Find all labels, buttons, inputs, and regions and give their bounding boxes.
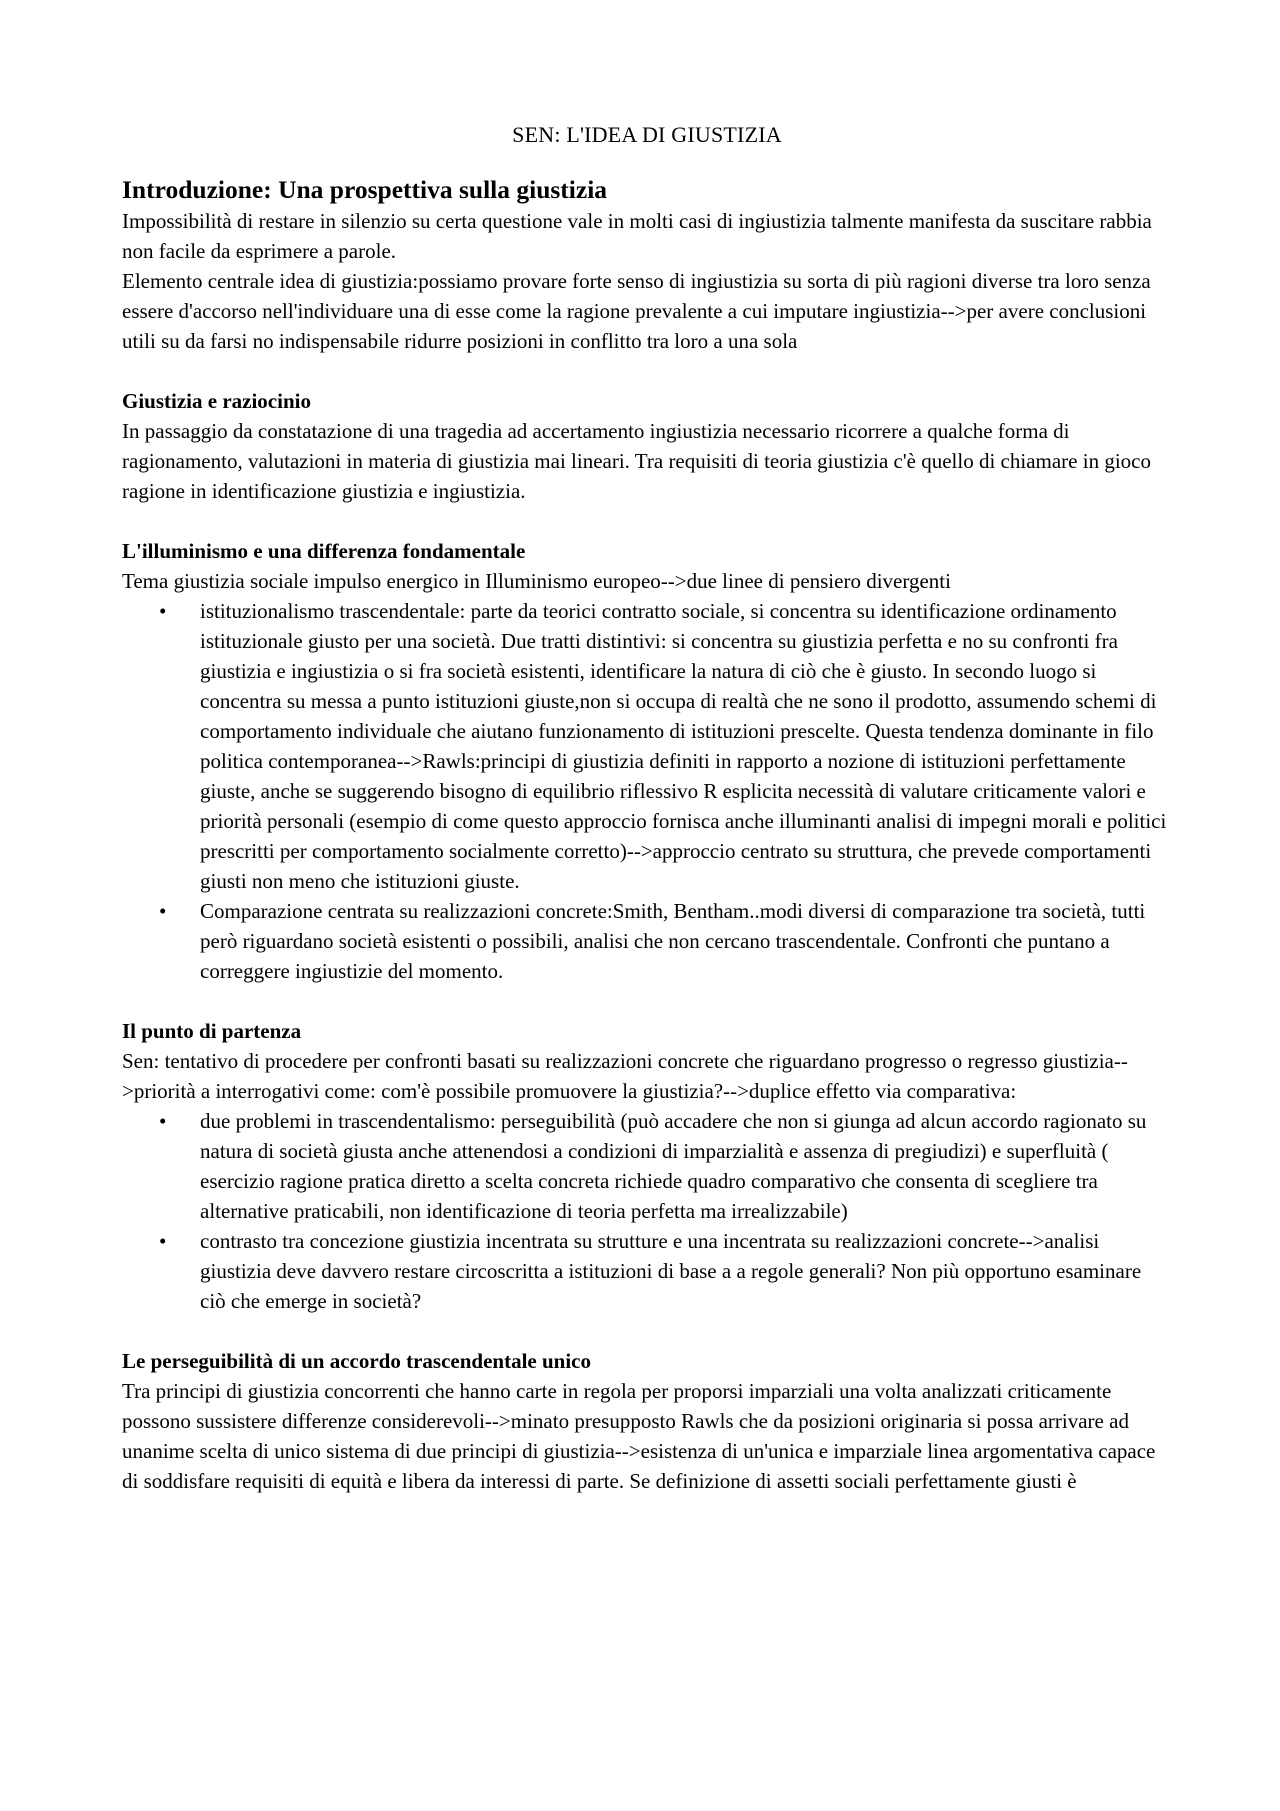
bullet-list xyxy=(122,596,1172,986)
bullet-icon: • xyxy=(159,599,167,623)
section-heading: L'illuminismo e una differenza fondamentale xyxy=(122,539,526,563)
bullet-icon: • xyxy=(159,1229,167,1253)
document-title: SEN: L'IDEA DI GIUSTIZIA xyxy=(512,122,782,147)
list-item-text: contrasto tra concezione giustizia incentrata su strutture e una incentrata su realizzazioni concrete-->analisi giustizia deve davvero restare circoscritta a istituzioni di base a a regole generali? Non più opportuno esaminare ciò che emerge in società? xyxy=(200,1229,1142,1313)
paragraph-spacer xyxy=(122,356,1172,386)
section-punto-di-partenza xyxy=(122,1016,1172,1316)
section-introduzione xyxy=(122,174,1172,356)
document-page xyxy=(122,120,1172,1496)
section-perseguibilita xyxy=(122,1346,1172,1496)
section-heading: Il punto di partenza xyxy=(122,1019,302,1043)
section-illuminismo xyxy=(122,536,1172,986)
paragraph-spacer xyxy=(122,1316,1172,1346)
list-item-text: Comparazione centrata su realizzazioni concrete:Smith, Bentham..modi diversi di comparazione tra società, tutti però riguardano società esistenti o possibili, analisi che non cercano trascendentale. Confronti che puntano a correggere ingiustizie del momento. xyxy=(200,899,1146,983)
paragraph: Tra principi di giustizia concorrenti che hanno carte in regola per proporsi imparziali una volta analizzati criticamente possono sussistere differenze considerevoli-->minato presupposto Rawls che da posizioni originaria si possa arrivare ad unanime scelta di unico sistema di due principi di giustizia-->esistenza di un'unica e imparziale linea argomentativa capace di soddisfare requisiti di equità e libera da interessi di parte. Se definizione di assetti sociali perfettamente giusti è xyxy=(122,1379,1156,1493)
bullet-icon: • xyxy=(159,1109,167,1133)
list-item-text: due problemi in trascendentalismo: perseguibilità (può accadere che non si giunga ad alcun accordo ragionato su natura di società giusta anche attenendosi a condizioni di imparzialità e assenza di pregiudizi) e superfluità ( esercizio ragione pratica diretto a scelta concreta richiede quadro comparativo che consenta di scegliere tra alternative praticabili, non identificazione di teoria perfetta ma irrealizzabile) xyxy=(200,1109,1147,1223)
paragraph: Tema giustizia sociale impulso energico in Illuminismo europeo-->due linee di pensiero divergenti xyxy=(122,569,951,593)
bullet-icon: • xyxy=(159,899,167,923)
paragraph: In passaggio da constatazione di una tragedia ad accertamento ingiustizia necessario ricorrere a qualche forma di ragionamento, valutazioni in materia di giustizia mai lineari. Tra requisiti di teoria giustizia c'è quello di chiamare in gioco ragione in identificazione giustizia e ingiustizia. xyxy=(122,419,1151,503)
paragraph-spacer xyxy=(122,986,1172,1016)
section-giustizia-e-raziocinio xyxy=(122,386,1172,506)
list-item xyxy=(159,596,1172,896)
section-heading: Giustizia e raziocinio xyxy=(122,389,311,413)
list-item xyxy=(159,896,1172,986)
section-heading: Le perseguibilità di un accordo trascendentale unico xyxy=(122,1349,591,1373)
paragraph: Impossibilità di restare in silenzio su certa questione vale in molti casi di ingiustizia talmente manifesta da suscitare rabbia non facile da esprimere a parole. xyxy=(122,209,1152,263)
bullet-list xyxy=(122,1106,1172,1316)
paragraph: Elemento centrale idea di giustizia:possiamo provare forte senso di ingiustizia su sorta di più ragioni diverse tra loro senza essere d'accorso nell'individuare una di esse come la ragione prevalente a cui imputare ingiustizia-->per avere conclusioni utili su da farsi no indispensabile ridurre posizioni in conflitto tra loro a una sola xyxy=(122,269,1151,353)
section-heading: Introduzione: Una prospettiva sulla giustizia xyxy=(122,175,608,204)
list-item xyxy=(159,1226,1172,1316)
list-item-text: istituzionalismo trascendentale: parte da teorici contratto sociale, si concentra su identificazione ordinamento istituzionale giusto per una società. Due tratti distintivi: si concentra su giustizia perfetta e no su confronti fra giustizia e ingiustizia o si fra società esistenti, identificare la natura di ciò che è giusto. In secondo luogo si concentra su messa a punto istituzioni giuste,non si occupa di realtà che ne sono il prodotto, assumendo schemi di comportamento individuale che aiutano funzionamento di istituzioni prescelte. Questa tendenza dominante in filo politica contemporanea-->Rawls:principi di giustizia definiti in rapporto a nozione di istituzioni perfettamente giuste, anche se suggerendo bisogno di equilibrio riflessivo R esplicita necessità di valutare criticamente valori e priorità personali (esempio di come questo approccio fornisca anche illuminanti analisi di impegni morali e politici prescritti per comportamento socialmente corretto)-->approccio centrato su struttura, che prevede comportamenti giusti non meno che istituzioni giuste. xyxy=(200,599,1167,893)
paragraph-spacer xyxy=(122,506,1172,536)
list-item xyxy=(159,1106,1172,1226)
paragraph: Sen: tentativo di procedere per confronti basati su realizzazioni concrete che riguardano progresso o regresso giustizia-->priorità a interrogativi come: com'è possibile promuovere la giustizia?-->duplice effetto via comparativa: xyxy=(122,1049,1128,1103)
